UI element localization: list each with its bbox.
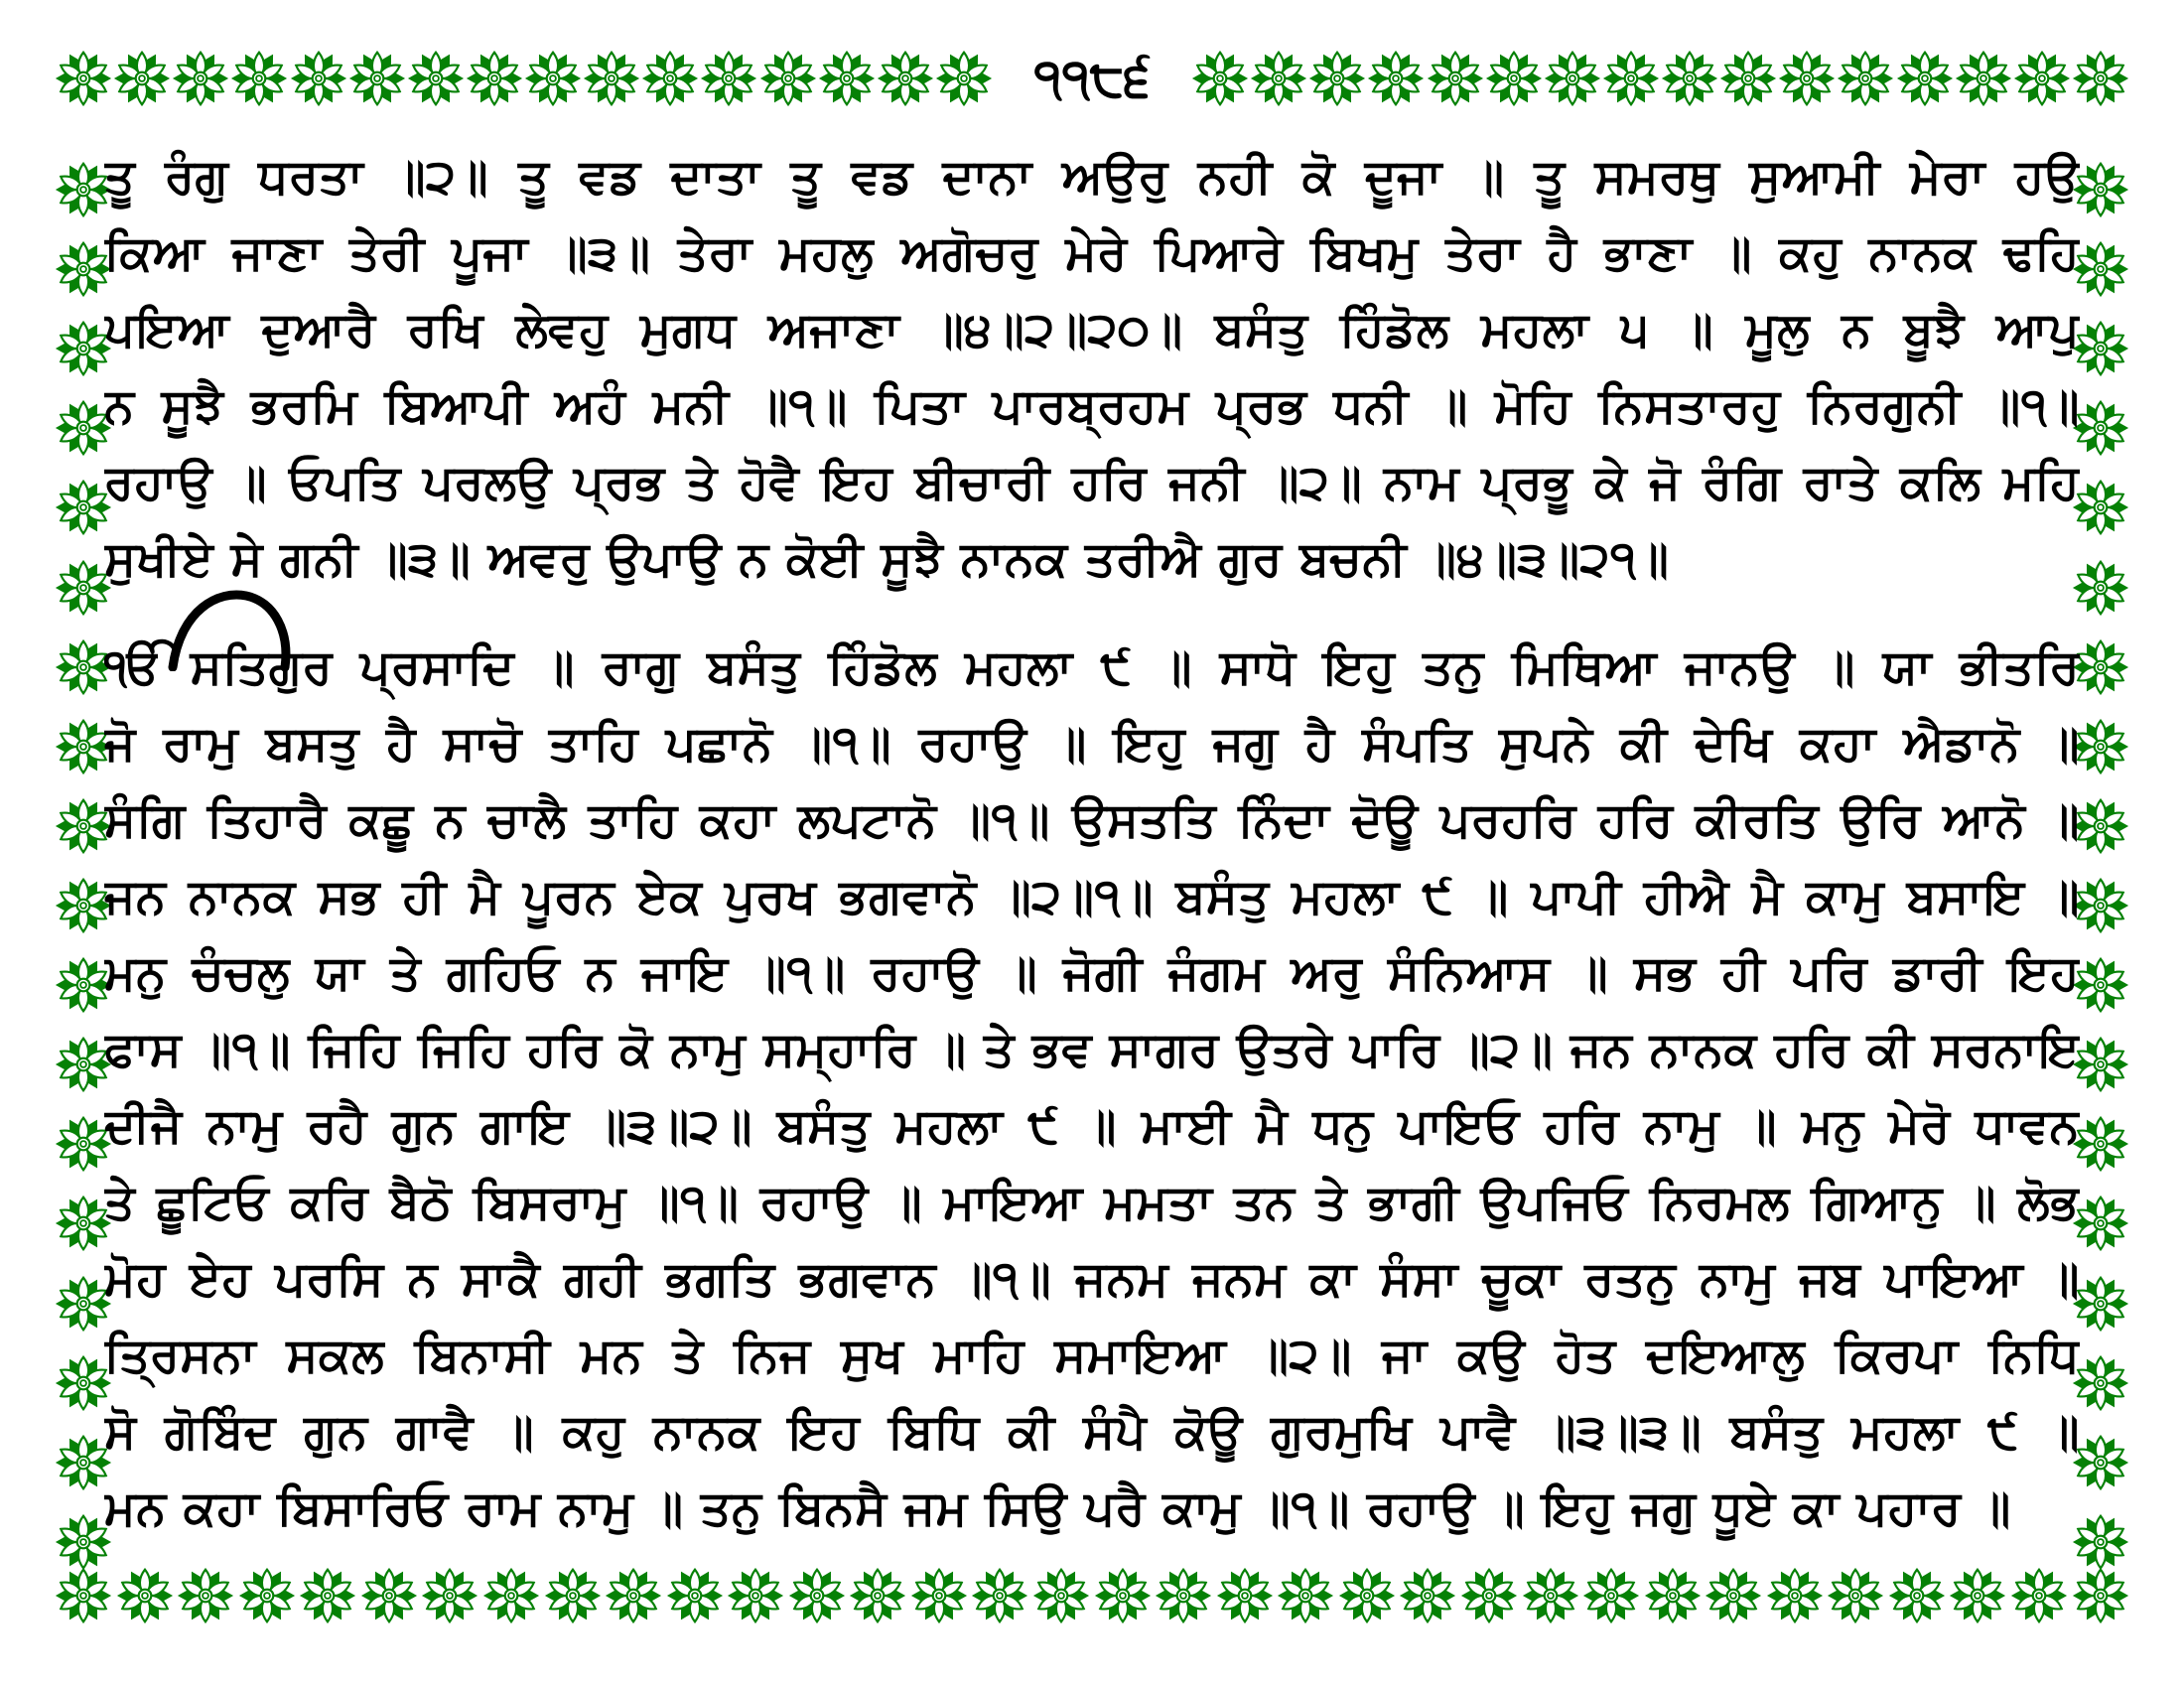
flower-ornament-icon — [421, 1567, 478, 1624]
flower-ornament-icon — [1778, 50, 1836, 107]
flower-ornament-icon — [1094, 1567, 1152, 1624]
flower-ornament-icon — [1582, 1567, 1640, 1624]
flower-ornament-icon — [1216, 1567, 1274, 1624]
shabad-section-2 — [104, 630, 2080, 1547]
shabad-section-1 — [104, 139, 2080, 598]
gurbani-line: ਦੀਜੈ ਨਾਮੁ ਰਹੈ ਗੁਨ ਗਾਇ ॥੩॥੨॥ ਬਸੰਤੁ ਮਹਲਾ ੯ ॥ ਮਾਈ ਮੈ ਧਨੁ ਪਾਇਓ ਹਰਿ ਨਾਮੁ ॥ ਮਨੁ ਮੇਰੋ ਧਾਵਨ — [104, 1098, 2080, 1154]
flower-ornament-icon — [971, 1567, 1028, 1624]
border-top — [55, 48, 2129, 109]
flower-ornament-icon — [1155, 1567, 1212, 1624]
flower-ornament-icon — [1766, 1567, 1824, 1624]
flower-ornament-icon — [759, 50, 817, 107]
flower-ornament-icon — [2072, 399, 2129, 457]
flower-ornament-icon — [1032, 1567, 1090, 1624]
border-top-right-flowers — [1191, 50, 2129, 107]
flower-ornament-icon — [360, 1567, 418, 1624]
flower-ornament-icon — [849, 1567, 906, 1624]
border-right — [2072, 161, 2129, 1571]
flower-ornament-icon — [641, 50, 699, 107]
flower-ornament-icon — [2013, 50, 2071, 107]
gurbani-line: ਸੁਖੀਏ ਸੇ ਗਨੀ ॥੩॥ ਅਵਰੁ ਉਪਾਉ ਨ ਕੋਈ ਸੂਝੈ ਨਾਨਕ ਤਰੀਐ ਗੁਰ ਬਚਨੀ ॥੪॥੩॥੨੧॥ — [104, 531, 1670, 587]
flower-ornament-icon — [299, 1567, 356, 1624]
flower-ornament-icon — [788, 1567, 846, 1624]
flower-ornament-icon — [666, 1567, 724, 1624]
flower-ornament-icon — [1308, 50, 1366, 107]
flower-ornament-icon — [1367, 50, 1425, 107]
flower-ornament-icon — [230, 50, 288, 107]
flower-ornament-icon — [2072, 797, 2129, 855]
flower-ornament-icon — [2072, 1354, 2129, 1412]
flower-ornament-icon — [348, 50, 406, 107]
page-number: ੧੧੮੬ — [1033, 49, 1151, 108]
flower-ornament-icon — [1399, 1567, 1456, 1624]
flower-ornament-icon — [1485, 50, 1543, 107]
gurbani-line: ੴ ਸਤਿਗੁਰ ਪ੍ਰਸਾਦਿ ॥ ਰਾਗੁ ਬਸੰਤੁ ਹਿੰਡੋਲ ਮਹਲਾ ੯ ॥ ਸਾਧੋ ਇਹੁ ਤਨੁ ਮਿਥਿਆ ਜਾਨਉ ॥ ਯਾ ਭੀਤਰਿ — [104, 639, 2080, 695]
flower-ornament-icon — [2072, 877, 2129, 934]
gurbani-line: ਰਹਾਉ ॥ ਓਪਤਿ ਪਰਲਉ ਪ੍ਰਭ ਤੇ ਹੋਵੈ ਇਹ ਬੀਚਾਰੀ ਹਰਿ ਜਨੀ ॥੨॥ ਨਾਮ ਪ੍ਰਭੂ ਕੇ ਜੋ ਰੰਗਿ ਰਾਤੇ ਕਲਿ ਮਹਿ — [104, 455, 2080, 510]
flower-ornament-icon — [935, 50, 993, 107]
flower-ornament-icon — [482, 1567, 540, 1624]
flower-ornament-icon — [2072, 956, 2129, 1014]
border-bottom — [55, 1565, 2129, 1626]
gurbani-line: ਕਿਆ ਜਾਣਾ ਤੇਰੀ ਪੂਜਾ ॥੩॥ ਤੇਰਾ ਮਹਲੁ ਅਗੋਚਰੁ ਮੇਰੇ ਪਿਆਰੇ ਬਿਖਮੁ ਤੇਰਾ ਹੈ ਭਾਣਾ ॥ ਕਹੁ ਨਾਨਕ ਢਹਿ — [104, 225, 2080, 281]
flower-ornament-icon — [2072, 1513, 2129, 1571]
flower-ornament-icon — [2072, 240, 2129, 298]
flower-ornament-icon — [55, 50, 112, 107]
flower-ornament-icon — [1427, 50, 1484, 107]
gurbani-line: ਮਨੁ ਚੰਚਲੁ ਯਾ ਤੇ ਗਹਿਓ ਨ ਜਾਇ ॥੧॥ ਰਹਾਉ ॥ ਜੋਗੀ ਜੰਗਮ ਅਰੁ ਸੰਨਿਆਸ ॥ ਸਭ ਹੀ ਪਰਿ ਡਾਰੀ ਇਹ — [104, 945, 2080, 1001]
flower-ornament-icon — [2072, 1275, 2129, 1333]
flower-ornament-icon — [2072, 638, 2129, 696]
flower-ornament-icon — [177, 1567, 234, 1624]
flower-ornament-icon — [2072, 1567, 2129, 1624]
gurbani-line: ਤੂ ਰੰਗੁ ਧਰਤਾ ॥੨॥ ਤੂ ਵਡ ਦਾਤਾ ਤੂ ਵਡ ਦਾਨਾ ਅਉਰੁ ਨਹੀ ਕੋ ਦੂਜਾ ॥ ਤੂ ਸਮਰਥੁ ਸੁਆਮੀ ਮੇਰਾ ਹਉ — [104, 149, 2080, 205]
flower-ornament-icon — [700, 50, 757, 107]
flower-ornament-icon — [2072, 1036, 2129, 1093]
flower-ornament-icon — [1522, 1567, 1579, 1624]
flower-ornament-icon — [2072, 161, 2129, 218]
flower-ornament-icon — [2010, 1567, 2068, 1624]
gurbani-line: ਨ ਸੂਝੈ ਭਰਮਿ ਬਿਆਪੀ ਅਹੰ ਮਨੀ ॥੧॥ ਪਿਤਾ ਪਾਰਬ੍ਰਹਮ ਪ੍ਰਭ ਧਨੀ ॥ ਮੋਹਿ ਨਿਸਤਾਰਹੁ ਨਿਰਗੁਨੀ ॥੧॥ — [104, 378, 2080, 434]
flower-ornament-icon — [1191, 50, 1249, 107]
flower-ornament-icon — [1250, 50, 1307, 107]
flower-ornament-icon — [1277, 1567, 1334, 1624]
flower-ornament-icon — [2072, 479, 2129, 536]
gurbani-line: ਪਇਆ ਦੁਆਰੈ ਰਖਿ ਲੇਵਹੁ ਮੁਗਧ ਅਜਾਣਾ ॥੪॥੨॥੨੦॥ ਬਸੰਤੁ ਹਿੰਡੋਲ ਮਹਲਾ ੫ ॥ ਮੂਲੁ ਨ ਬੂਝੈ ਆਪੁ — [104, 302, 2080, 357]
flower-ornament-icon — [238, 1567, 296, 1624]
flower-ornament-icon — [524, 50, 582, 107]
gurbani-line: ਜਨ ਨਾਨਕ ਸਭ ਹੀ ਮੈ ਪੂਰਨ ਏਕ ਪੁਰਖ ਭਗਵਾਨੋ ॥੨॥੧॥ ਬਸੰਤੁ ਮਹਲਾ ੯ ॥ ਪਾਪੀ ਹੀਐ ਮੈ ਕਾਮੁ ਬਸਾਇ ॥ — [104, 869, 2080, 924]
flower-ornament-icon — [1896, 50, 1954, 107]
flower-ornament-icon — [818, 50, 876, 107]
gurbani-line: ਫਾਸ ॥੧॥ ਜਿਹਿ ਜਿਹਿ ਹਰਿ ਕੋ ਨਾਮੁ ਸਮ੍ਹਾਰਿ ॥ ਤੇ ਭਵ ਸਾਗਰ ਉਤਰੇ ਪਾਰਿ ॥੨॥ ਜਨ ਨਾਨਕ ਹਰਿ ਕੀ ਸਰਨਾਇ — [104, 1022, 2080, 1077]
flower-ornament-icon — [605, 1567, 662, 1624]
gurbani-line: ਮਨ ਕਹਾ ਬਿਸਾਰਿਓ ਰਾਮ ਨਾਮੁ ॥ ਤਨੁ ਬਿਨਸੈ ਜਮ ਸਿਉ ਪਰੈ ਕਾਮੁ ॥੧॥ ਰਹਾਉ ॥ ਇਹੁ ਜਗੁ ਧੂਏ ਕਾ ਪਹਾਰ ॥ — [104, 1480, 2011, 1536]
gurbani-line: ਸੋ ਗੋਬਿੰਦ ਗੁਨ ਗਾਵੈ ॥ ਕਹੁ ਨਾਨਕ ਇਹ ਬਿਧਿ ਕੀ ਸੰਪੈ ਕੋਊ ਗੁਰਮੁਖਿ ਪਾਵੈ ॥੩॥੩॥ ਬਸੰਤੁ ਮਹਲਾ ੯ ॥ — [104, 1404, 2080, 1460]
flower-ornament-icon — [2072, 718, 2129, 775]
flower-ornament-icon — [172, 50, 229, 107]
flower-ornament-icon — [113, 50, 171, 107]
flower-ornament-icon — [1661, 50, 1718, 107]
flower-ornament-icon — [583, 50, 640, 107]
flower-ornament-icon — [1888, 1567, 1946, 1624]
flower-ornament-icon — [466, 50, 523, 107]
flower-ornament-icon — [727, 1567, 784, 1624]
flower-ornament-icon — [1602, 50, 1660, 107]
flower-ornament-icon — [1460, 1567, 1518, 1624]
flower-ornament-icon — [1949, 1567, 2006, 1624]
flower-ornament-icon — [1955, 50, 2012, 107]
gurbani-line: ਜੋ ਰਾਮੁ ਬਸਤੁ ਹੈ ਸਾਚੋ ਤਾਹਿ ਪਛਾਨੋ ॥੧॥ ਰਹਾਉ ॥ ਇਹੁ ਜਗੁ ਹੈ ਸੰਪਤਿ ਸੁਪਨੇ ਕੀ ਦੇਖਿ ਕਹਾ ਐਡਾਨੋ ॥ — [104, 716, 2080, 772]
flower-ornament-icon — [910, 1567, 968, 1624]
flower-ornament-icon — [290, 50, 347, 107]
flower-ornament-icon — [2072, 1115, 2129, 1173]
flower-ornament-icon — [544, 1567, 602, 1624]
flower-ornament-icon — [2072, 1195, 2129, 1252]
flower-ornament-icon — [116, 1567, 174, 1624]
border-top-left-flowers — [55, 50, 993, 107]
flower-ornament-icon — [55, 1567, 112, 1624]
flower-ornament-icon — [1705, 1567, 1762, 1624]
flower-ornament-icon — [1719, 50, 1777, 107]
flower-ornament-icon — [877, 50, 934, 107]
gurbani-line: ਤੇ ਛੂਟਿਓ ਕਰਿ ਬੈਠੋ ਬਿਸਰਾਮੁ ॥੧॥ ਰਹਾਉ ॥ ਮਾਇਆ ਮਮਤਾ ਤਨ ਤੇ ਭਾਗੀ ਉਪਜਿਓ ਨਿਰਮਲ ਗਿਆਨੁ ॥ ਲੋਭ — [104, 1175, 2080, 1230]
flower-ornament-icon — [407, 50, 465, 107]
gurbani-line: ਤ੍ਰਿਸਨਾ ਸਕਲ ਬਿਨਾਸੀ ਮਨ ਤੇ ਨਿਜ ਸੁਖ ਮਾਹਿ ਸਮਾਇਆ ॥੨॥ ਜਾ ਕਉ ਹੋਤ ਦਇਆਲੁ ਕਿਰਪਾ ਨਿਧਿ — [104, 1328, 2080, 1383]
gurbani-line: ਸੰਗਿ ਤਿਹਾਰੈ ਕਛੂ ਨ ਚਾਲੈ ਤਾਹਿ ਕਹਾ ਲਪਟਾਨੋ ॥੧॥ ਉਸਤਤਿ ਨਿੰਦਾ ਦੋਊ ਪਰਹਰਿ ਹਰਿ ਕੀਰਤਿ ਉਰਿ ਆਨੋ ॥ — [104, 792, 2080, 848]
flower-ornament-icon — [1644, 1567, 1702, 1624]
flower-ornament-icon — [2072, 559, 2129, 617]
flower-ornament-icon — [2072, 50, 2129, 107]
gurbani-line: ਮੋਹ ਏਹ ਪਰਸਿ ਨ ਸਾਕੈ ਗਹੀ ਭਗਤਿ ਭਗਵਾਨ ॥੧॥ ਜਨਮ ਜਨਮ ਕਾ ਸੰਸਾ ਚੂਕਾ ਰਤਨੁ ਨਾਮੁ ਜਬ ਪਾਇਆ ॥ — [104, 1251, 2080, 1307]
flower-ornament-icon — [2072, 320, 2129, 377]
flower-ornament-icon — [1837, 50, 1894, 107]
flower-ornament-icon — [1544, 50, 1601, 107]
flower-ornament-icon — [2072, 1434, 2129, 1491]
flower-ornament-icon — [1338, 1567, 1396, 1624]
flower-ornament-icon — [1827, 1567, 1884, 1624]
